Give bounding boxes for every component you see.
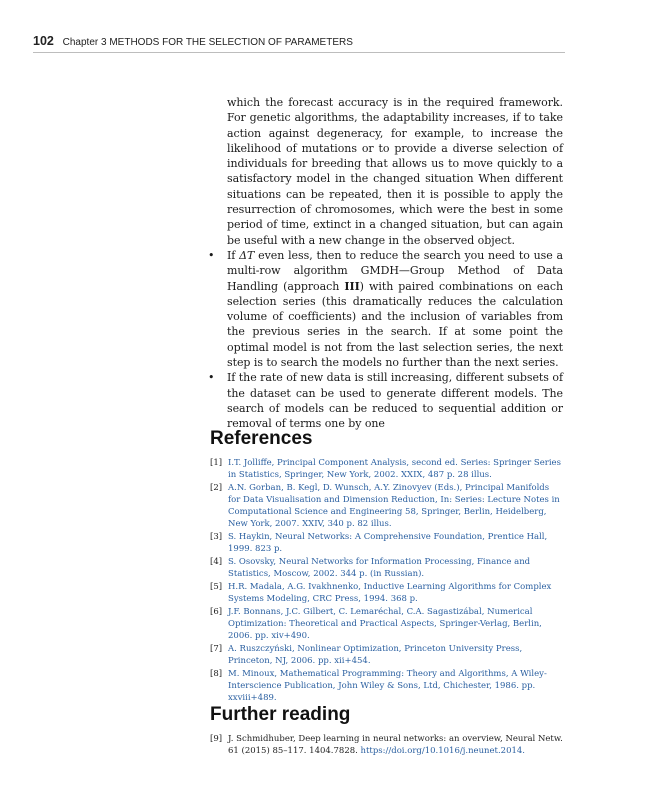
reference-number: [7] [210, 644, 223, 654]
running-title: Chapter 3 METHODS FOR THE SELECTION OF PARAMETERS [62, 37, 353, 48]
bullet-text-mid: even less, then to reduce the search you need to use a multi-row algorithm GMDH—Group Method of Data Handling (approach [227, 248, 564, 293]
reference-number: [8] [210, 669, 223, 679]
page-number: 102 [33, 34, 54, 48]
reference-number: [1] [210, 458, 223, 468]
reference-link[interactable]: J.F. Bonnans, J.C. Gilbert, C. Lemaréchal, C.A. Sagastizábal, Numerical Optimization: Theoretical and Practical Aspects, Springer-Verlag, Berlin, 2006. pp. xiv+490. [228, 607, 542, 641]
reference-item [210, 733, 564, 757]
continued-paragraph: which the forecast accuracy is in the required framework. For genetic algorithms, the adaptability increases, if to take action against degeneracy, for example, to increase the likelihood of mutations or to provide a diverse selection of individuals for breeding that allows us to move quickly to a satisfactory model in the changed situation When different situations can be repeated, then it is possible to apply the resurrection of chromosomes, which were the best in some period of time, extinct in a changed situation, but can again be useful with a new change in the observed object. [227, 96, 563, 247]
bullet-text: If the rate of new data is still increasing, different subsets of the dataset can be used to generate different models. The search of models can be reduced to sequential addition or removal of terms one by one [227, 371, 563, 431]
reference-number: [9] [210, 734, 223, 744]
reference-number: [6] [210, 607, 223, 617]
further-reading-heading: Further reading [210, 704, 351, 725]
reference-item [210, 482, 564, 530]
reference-link[interactable]: S. Haykin, Neural Networks: A Comprehensive Foundation, Prentice Hall, 1999. 823 p. [228, 532, 548, 554]
reference-link[interactable]: S. Osovsky, Neural Networks for Information Processing, Finance and Statistics, Moscow, 2002. 344 p. (in Russian). [228, 557, 531, 579]
reference-number: [5] [210, 582, 223, 592]
reference-number: [2] [210, 483, 223, 493]
bullet-icon: • [208, 371, 215, 385]
body-text [208, 95, 564, 432]
approach-numeral: III [344, 279, 360, 293]
doi-link[interactable]: https://doi.org/10.1016/j.neunet.2014. [360, 746, 525, 756]
math-delta-t: ΔT [239, 248, 255, 262]
reference-link[interactable]: A.N. Gorban, B. Kegl, D. Wunsch, A.Y. Zinovyev (Eds.), Principal Manifolds for Data Visualisation and Dimension Reduction, In: Series: Lecture Notes in Computational Science and Engineering 58, Springer, Berlin, Heidelberg, New York, 2007. XXIV, 340 p. 82 illus. [228, 483, 560, 529]
references-heading: References [210, 428, 313, 449]
bullet-text-post: ) with paired combinations on each selection series (this dramatically reduces the calculation volume of coefficients) and the inclusion of variables from the previous series in the search. If at some point the optimal model is not from the last selection series, the next step is to search the models no further than the next series. [227, 279, 563, 370]
bullet-item [208, 370, 563, 431]
reference-item [210, 556, 564, 580]
reference-item [210, 457, 564, 481]
bullet-icon: • [208, 248, 215, 262]
reference-item [210, 668, 564, 704]
bullet-item [208, 248, 564, 370]
reference-item [210, 531, 564, 555]
reference-link[interactable]: M. Minoux, Mathematical Programming: Theory and Algorithms, A Wiley-Interscience Publication, John Wiley & Sons, Ltd, Chichester, 1986. pp. xxviii+489. [228, 669, 547, 703]
reference-item [210, 581, 564, 605]
reference-number: [3] [210, 532, 223, 542]
reference-link[interactable]: H.R. Madala, A.G. Ivakhnenko, Inductive Learning Algorithms for Complex Systems Modeling, CRC Press, 1994. 368 p. [228, 582, 552, 604]
reference-item [210, 643, 564, 667]
references-list [210, 457, 564, 705]
running-head [33, 34, 565, 53]
bullet-text-pre: If [227, 248, 240, 262]
reference-link[interactable]: I.T. Jolliffe, Principal Component Analysis, second ed. Series: Springer Series in Statistics, Springer, New York, 2002. XXIX, 487 p. 28 illus. [228, 458, 561, 480]
reference-link[interactable]: A. Ruszczyński, Nonlinear Optimization, Princeton University Press, Princeton, NJ, 2006. pp. xii+454. [228, 644, 523, 666]
reference-text: J. Schmidhuber, Deep learning in neural networks: an overview, Neural Netw. 61 (2015) 85–117. 1404.7828. [228, 734, 563, 756]
further-reading-list [210, 733, 564, 758]
reference-number: [4] [210, 557, 223, 567]
reference-item [210, 606, 564, 642]
